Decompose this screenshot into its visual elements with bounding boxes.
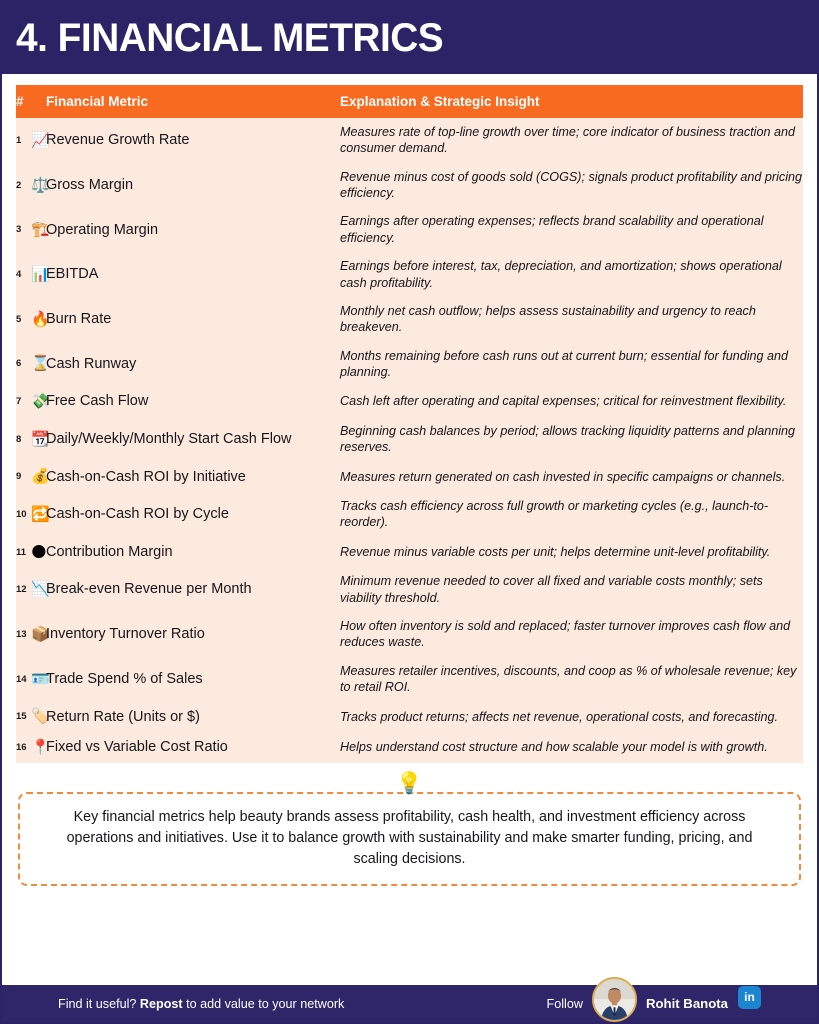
table-row <box>16 386 803 417</box>
summary-text: Key financial metrics help beauty brands assess profitability, cash health, and investment efficiency across operations and initiatives. Use it to balance growth with sustainability and make smarter funding, pricing, and scaling decisions. <box>66 808 753 867</box>
row-number: 3 <box>16 224 22 236</box>
summary-callout-box <box>18 792 801 886</box>
hourglass-icon: ⌛ <box>31 354 50 373</box>
metric-name: Contribution Margin <box>46 543 173 560</box>
metric-name: Inventory Turnover Ratio <box>46 626 205 643</box>
row-number: 5 <box>16 313 22 325</box>
metric-name: EBITDA <box>46 266 99 283</box>
column-header-explanation: Explanation & Strategic Insight <box>340 85 803 118</box>
table-row <box>16 297 803 342</box>
table-row <box>16 207 803 252</box>
money-with-wings-icon: 💸 <box>31 392 50 411</box>
receipt-icon: 🪪 <box>31 669 50 688</box>
avatar <box>592 977 637 1022</box>
metric-name: Cash-on-Cash ROI by Cycle <box>46 506 229 523</box>
repost-cta[interactable] <box>58 997 344 1011</box>
metric-name: Trade Spend % of Sales <box>46 670 203 687</box>
fire-icon: 🔥 <box>31 309 50 328</box>
metric-explanation: Cash left after operating and capital expenses; critical for reinvestment flexibility. <box>340 394 787 409</box>
table-row <box>16 732 803 763</box>
metric-name: Revenue Growth Rate <box>46 132 190 149</box>
footer-bar <box>2 985 817 1022</box>
chart-decreasing-icon: 📉 <box>31 580 50 599</box>
metrics-table-container <box>16 85 803 763</box>
column-header-number: # <box>16 85 46 118</box>
row-number: 14 <box>16 673 27 685</box>
row-number: 7 <box>16 396 22 408</box>
metric-name: Break-even Revenue per Month <box>46 581 252 598</box>
package-box-icon: 📦 <box>31 624 50 643</box>
table-body <box>16 118 803 763</box>
metric-explanation: Measures retailer incentives, discounts, and coop as % of wholesale revenue; key to retail ROI. <box>340 663 797 695</box>
row-number: 12 <box>16 584 27 596</box>
table-row <box>16 342 803 387</box>
table-row <box>16 163 803 208</box>
page-title: 4. FINANCIAL METRICS <box>16 16 444 60</box>
metric-name: Operating Margin <box>46 221 159 238</box>
row-number: 2 <box>16 179 22 191</box>
metric-name: Burn Rate <box>46 310 112 327</box>
cta-repost-word: Repost <box>139 996 183 1011</box>
balance-scale-icon: ⚖️ <box>31 175 50 194</box>
calendar-icon: 📆 <box>31 429 50 448</box>
cta-suffix: to add value to your network <box>182 996 345 1011</box>
row-number: 16 <box>16 741 27 753</box>
column-header-metric: Financial Metric <box>46 85 340 118</box>
table-row <box>16 702 803 733</box>
table-row <box>16 492 803 537</box>
author-name: Rohit Banota <box>645 996 728 1011</box>
bar-chart-icon: 📊 <box>31 265 50 284</box>
metric-explanation: Earnings after operating expenses; reflects brand scalability and operational efficiency. <box>340 214 764 245</box>
metric-explanation: Earnings before interest, tax, depreciation, and amortization; shows operational cash profitability. <box>340 259 782 290</box>
row-number: 9 <box>16 471 22 483</box>
metric-explanation: Helps understand cost structure and how scalable your model is with growth. <box>340 740 768 755</box>
table-header-row <box>16 85 803 118</box>
table-row <box>16 612 803 657</box>
table-row <box>16 567 803 612</box>
metric-name: Fixed vs Variable Cost Ratio <box>46 739 228 756</box>
linkedin-icon[interactable]: in <box>738 986 761 1009</box>
lightbulb-icon: 💡 <box>396 770 423 795</box>
metric-explanation: Monthly net cash outflow; helps assess sustainability and urgency to reach breakeven. <box>340 303 756 335</box>
metric-name: Return Rate (Units or $) <box>46 708 200 725</box>
metric-name: Cash-on-Cash ROI by Initiative <box>46 468 246 485</box>
row-number: 8 <box>16 433 22 445</box>
financial-metrics-table <box>16 85 803 763</box>
metric-explanation: Revenue minus variable costs per unit; helps determine unit-level profitability. <box>340 544 771 559</box>
row-number: 1 <box>16 134 22 146</box>
cta-prefix: Find it useful? <box>58 996 140 1011</box>
row-number: 13 <box>16 628 27 640</box>
metric-explanation: Beginning cash balances by period; allows tracking liquidity patterns and planning reserves. <box>340 423 796 455</box>
table-row <box>16 118 803 163</box>
metric-explanation: Measures rate of top-line growth over time; core indicator of business traction and consumer demand. <box>340 125 795 156</box>
row-number: 6 <box>16 358 22 370</box>
chart-increasing-icon: 📈 <box>31 130 50 149</box>
table-row <box>16 537 803 568</box>
table-row <box>16 462 803 493</box>
metric-explanation: Tracks product returns; affects net revenue, operational costs, and forecasting. <box>340 709 778 724</box>
metric-explanation: Minimum revenue needed to cover all fixed and variable costs monthly; sets viability threshold. <box>340 574 763 605</box>
construction-crane-icon: 🏗️ <box>31 220 50 239</box>
pushpin-icon: 📍 <box>31 737 50 756</box>
summary-callout-zone <box>18 770 801 886</box>
metric-explanation: How often inventory is sold and replaced; faster turnover improves cash flow and reduces waste. <box>340 619 791 650</box>
row-number: 10 <box>16 508 27 520</box>
metric-explanation: Months remaining before cash runs out at current burn; essential for funding and planning. <box>340 348 789 379</box>
row-number: 15 <box>16 711 27 723</box>
metric-explanation: Measures return generated on cash invested in specific campaigns or channels. <box>340 469 786 484</box>
table-row <box>16 252 803 297</box>
metric-explanation: Tracks cash efficiency across full growth or marketing cycles (e.g., launch-to-reorder). <box>340 499 769 530</box>
row-number: 11 <box>16 546 27 558</box>
money-bag-icon: 💰 <box>31 467 50 486</box>
page-header-bar <box>2 2 817 74</box>
table-row <box>16 417 803 462</box>
row-number: 4 <box>16 269 22 281</box>
metric-explanation: Revenue minus cost of goods sold (COGS); signals product profitability and pricing efficiency. <box>340 169 802 201</box>
metric-name: Gross Margin <box>46 176 134 193</box>
author-block <box>547 986 761 1022</box>
globe-icon: 🌑 <box>31 542 47 561</box>
table-header <box>16 85 803 118</box>
repeat-cycle-icon: 🔁 <box>31 504 50 523</box>
metric-name: Daily/Weekly/Monthly Start Cash Flow <box>46 430 292 447</box>
label-tag-icon: 🏷️ <box>31 707 50 726</box>
metric-name: Cash Runway <box>46 355 137 372</box>
table-row <box>16 657 803 702</box>
metric-name: Free Cash Flow <box>46 393 149 410</box>
follow-label: Follow <box>546 996 583 1011</box>
